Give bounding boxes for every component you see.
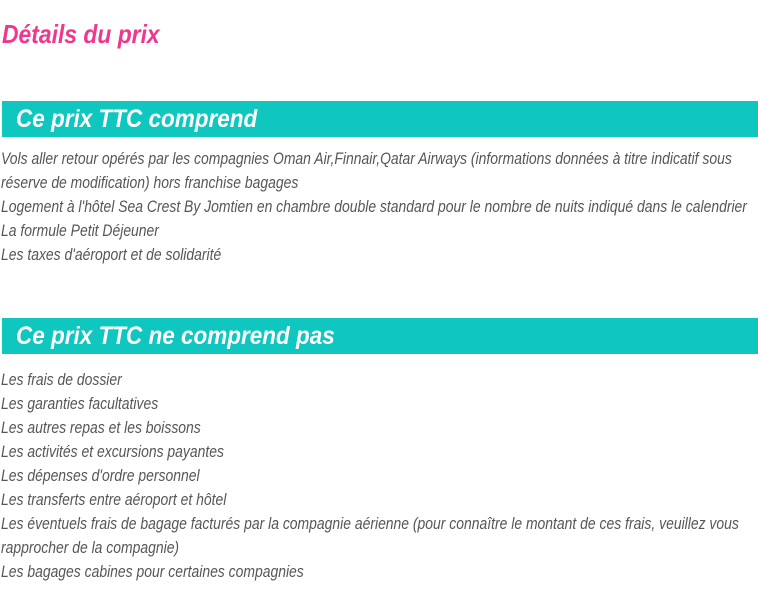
list-item: Les garanties facultatives xyxy=(1,394,159,413)
page-title-text: Détails du prix xyxy=(2,19,160,49)
list-item: Les frais de dossier xyxy=(1,370,122,389)
excluded-banner xyxy=(2,318,758,354)
list-item: Les autres repas et les boissons xyxy=(1,418,201,437)
list-item: Les taxes d'aéroport et de solidarité xyxy=(1,245,222,264)
list-item: La formule Petit Déjeuner xyxy=(1,221,159,240)
included-banner-title: Ce prix TTC comprend xyxy=(16,104,258,133)
excluded-list xyxy=(1,368,758,584)
list-item: Vols aller retour opérés par les compagnies Oman Air,Finnair,Qatar Airways (informations données à titre indicatif sous réserve de modification) hors franchise bagages xyxy=(1,149,732,192)
excluded-banner-title: Ce prix TTC ne comprend pas xyxy=(16,321,335,350)
page-title xyxy=(2,18,181,50)
list-item: Les éventuels frais de bagage facturés par la compagnie aérienne (pour connaître le montant de ces frais, veuillez vous rapprocher de la compagnie) xyxy=(1,514,739,557)
list-item: Les activités et excursions payantes xyxy=(1,442,224,461)
list-item: Les bagages cabines pour certaines compagnies xyxy=(1,562,304,581)
included-banner xyxy=(2,101,758,137)
list-item: Les dépenses d'ordre personnel xyxy=(1,466,200,485)
list-item: Les transferts entre aéroport et hôtel xyxy=(1,490,227,509)
included-list xyxy=(1,147,758,267)
list-item: Logement à l'hôtel Sea Crest By Jomtien en chambre double standard pour le nombre de nuits indiqué dans le calendrier xyxy=(1,197,747,216)
